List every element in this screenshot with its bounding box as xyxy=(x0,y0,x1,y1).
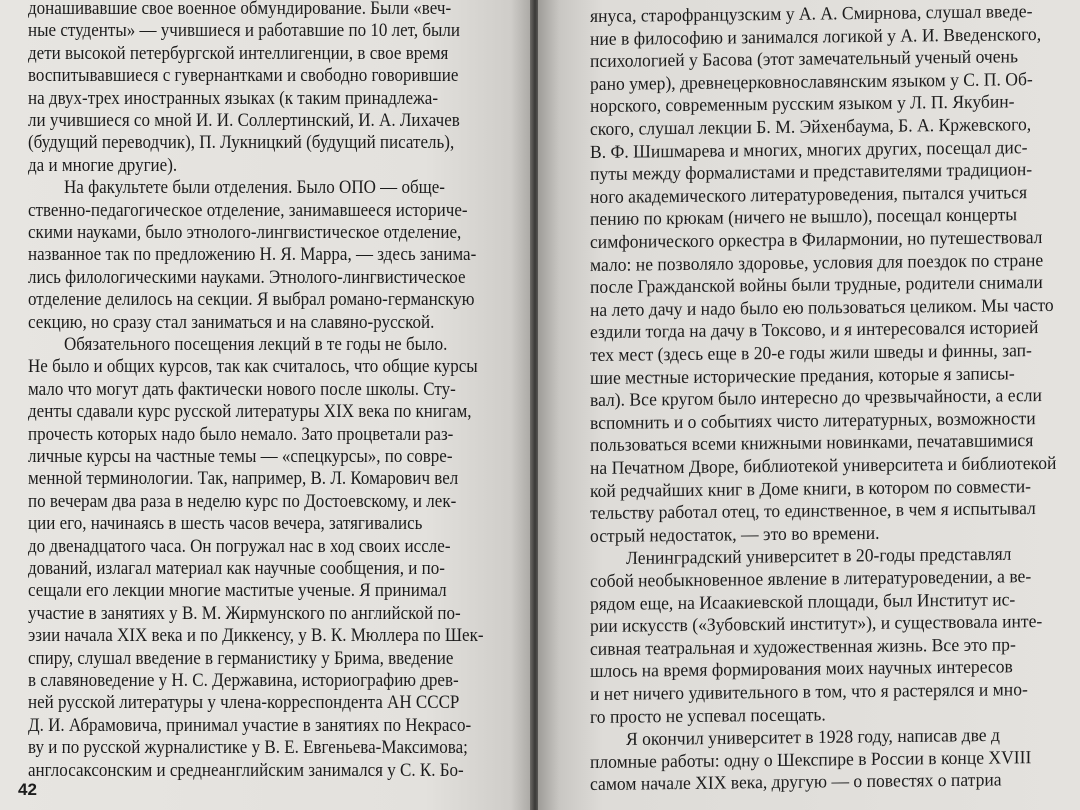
text-line: по вечерам два раза в неделю курс по Достоевскому, и лек- xyxy=(28,491,457,512)
text-line: на лето дачу и надо было ею пользоваться целиком. Мы часто xyxy=(590,295,1054,321)
text-line: секцию, но сразу стал заниматься и на славяно-русской. xyxy=(28,312,435,333)
text-line: Ленинградский университет в 20-годы представлял xyxy=(626,545,1012,570)
text-line: ней русской литературы у члена-корреспондента АН СССР xyxy=(28,693,460,714)
text-line: пломные работы: одну о Шекспире в России в конце XVIII xyxy=(590,747,1032,773)
text-line: собой необыкновенное явление в литературоведении, а ве- xyxy=(590,567,1032,592)
text-line: спиру, слушал введение в германистику у Брима, введение xyxy=(28,648,454,669)
text-line: рии искусств («Зубовский институт»), и существовала инте- xyxy=(590,612,1043,638)
text-line: тельству работал отец, то единственное, в чем я испытывал xyxy=(590,499,1036,525)
text-line: сивная театральная и художественная жизнь. Все это пр- xyxy=(590,635,1016,660)
text-line: ву и по русской журналистике у В. Е. Евгеньева-Максимова; xyxy=(28,738,468,759)
text-line: сещали его лекции многие маститые ученые. Я принимал xyxy=(28,581,447,602)
text-line: лись филологическими науками. Этнолого-лингвистическое xyxy=(28,267,466,288)
text-line: януса, старофранцузским у А. А. Смирнова, слушал введе- xyxy=(590,2,1033,28)
text-line: самом начале XIX века, другую — о повестях о патриа xyxy=(590,770,1002,796)
text-line: менной терминологии. Так, например, В. Л. Комарович вел xyxy=(28,469,459,490)
text-line: прочесть которых надо было немало. Зато процветали раз- xyxy=(28,424,454,445)
text-line: острый недостаток, — это во времени. xyxy=(590,523,880,547)
text-line: мало что могут дать фактически нового после школы. Сту- xyxy=(28,379,456,400)
text-line: ции его, начинаясь в шесть часов вечера, затягивались xyxy=(28,514,423,535)
text-line: англосаксонским и среднеанглийским занимался у С. К. Бо- xyxy=(28,760,464,781)
text-line: Я окончил университет в 1928 году, написав две д xyxy=(626,726,1000,751)
text-line: эзии начала XIX века и по Диккенсу, у В. К. Мюллера по Шек- xyxy=(28,626,484,647)
text-line: ли учившиеся со мной И. И. Соллертинский, И. А. Лихачев xyxy=(28,111,460,131)
text-line: мало: не позволяло здоровье, условия для поездок по стране xyxy=(590,250,1044,276)
text-line: воспитывавшиеся с гувернантками и свободно говорившие xyxy=(28,66,459,87)
text-line: Не было и общих курсов, так как считалось, что общие курсы xyxy=(28,357,478,378)
right-page xyxy=(538,0,1080,810)
text-line: дети высокой петербургской интеллигенции, в свое время xyxy=(28,43,449,64)
text-line: ездили тогда на дачу в Токсово, и я интересовался историей xyxy=(590,318,1039,344)
text-line: рано умер), древнецерковнославянским языком у С. П. Об- xyxy=(590,69,1033,95)
text-line: на Печатном Дворе, библиотекой университета и библиотекой xyxy=(590,453,1057,479)
text-line: кой редчайших книг в Доме книги, в котором по совмести- xyxy=(590,476,1032,502)
text-line: вал). Все кругом было интересно до чрезвычайности, а если xyxy=(590,386,1042,412)
text-line: Обязательного посещения лекций в те годы не было. xyxy=(64,335,448,355)
text-line: донашивавшие свое военное обмундирование. Были «веч- xyxy=(28,0,452,19)
text-line: шие местные исторические предания, которые я записы- xyxy=(590,363,1015,389)
text-line: ского, слушал лекции Б. М. Эйхенбаума, Б. А. Кржевского, xyxy=(590,115,1032,140)
text-line: В. Ф. Шишмарева и многих, многих других, посещал дис- xyxy=(590,137,1028,163)
text-line: пению по крюкам (ничего не вышло), посещал концерты xyxy=(590,205,1018,231)
text-line: (будущий переводчик), П. Лукницкий (будущий писатель), xyxy=(28,133,455,154)
text-line: денты сдавали курс русской литературы XIX века по книгам, xyxy=(28,402,472,423)
text-line: ние в философию и занимался логикой у А. И. Введенского, xyxy=(590,24,1042,50)
text-line: отделение делилось на секции. Я выбрал романо-германскую xyxy=(28,290,475,311)
text-line: рядом еще, на Исаакиевской площади, был Институт ис- xyxy=(590,589,1016,615)
text-line: шлось на время формирования моих научных интересов xyxy=(590,657,1013,683)
text-line: ные студенты» — учившиеся и работавшие по 10 лет, были xyxy=(28,21,461,42)
left-page xyxy=(0,0,532,810)
text-line: названное так по предложению Н. Я. Марра, — здесь занима- xyxy=(28,245,477,266)
text-line: и нет ничего удивительного в том, что я растерялся и мно- xyxy=(590,680,1028,705)
text-line: норского, современным русским языком у Л. П. Якубин- xyxy=(590,92,1015,118)
text-line: Д. И. Абрамовича, принимал участие в занятиях по Некрасо- xyxy=(28,715,472,736)
text-line: пользоваться всеми книжными новинками, печатавшимися xyxy=(590,431,1034,457)
text-line: тех мест (здесь еще в 20-е годы жили шведы и финны, зап- xyxy=(590,341,1032,366)
text-line: скими науками, было этнолого-лингвистическое отделение, xyxy=(28,223,462,243)
text-line: на двух-трех иностранных языках (к таким принадлежа- xyxy=(28,88,439,109)
text-line: участие в занятиях у В. М. Жирмунского по английской по- xyxy=(28,603,461,624)
page-number: 42 xyxy=(18,780,37,799)
text-line: в славяноведение у Н. С. Державина, историографию древ- xyxy=(28,671,459,691)
text-line: симфонического оркестра в Филармонии, но путешествовал xyxy=(590,228,1043,253)
text-line: ного академического литературоведения, пытался учиться xyxy=(590,182,1028,208)
text-line: личные курсы на частные темы — «спецкурсы», по совре- xyxy=(28,447,453,467)
text-line: да и многие другие). xyxy=(28,155,178,176)
text-line: дований, излагал материал как научные сообщения, и по- xyxy=(28,559,445,579)
text-line: психологией у Басова (этот замечательный ученый очень xyxy=(590,47,1018,73)
text-line: На факультете были отделения. Было ОПО — обще- xyxy=(64,178,445,199)
text-line: после Гражданской войны были трудные, родители снимали xyxy=(590,273,1043,299)
text-line: до двенадцатого часа. Он погружал нас в ход своих иссле- xyxy=(28,536,451,557)
text-line: вспомнить и о событиях чисто литературных, возможности xyxy=(590,408,1036,434)
text-line: ственно-педагогическое отделение, занимавшееся историче- xyxy=(28,200,468,221)
text-line: путы между формалистами и представителями традицион- xyxy=(590,160,1033,186)
text-line: го просто не успевал посещать. xyxy=(590,704,826,728)
